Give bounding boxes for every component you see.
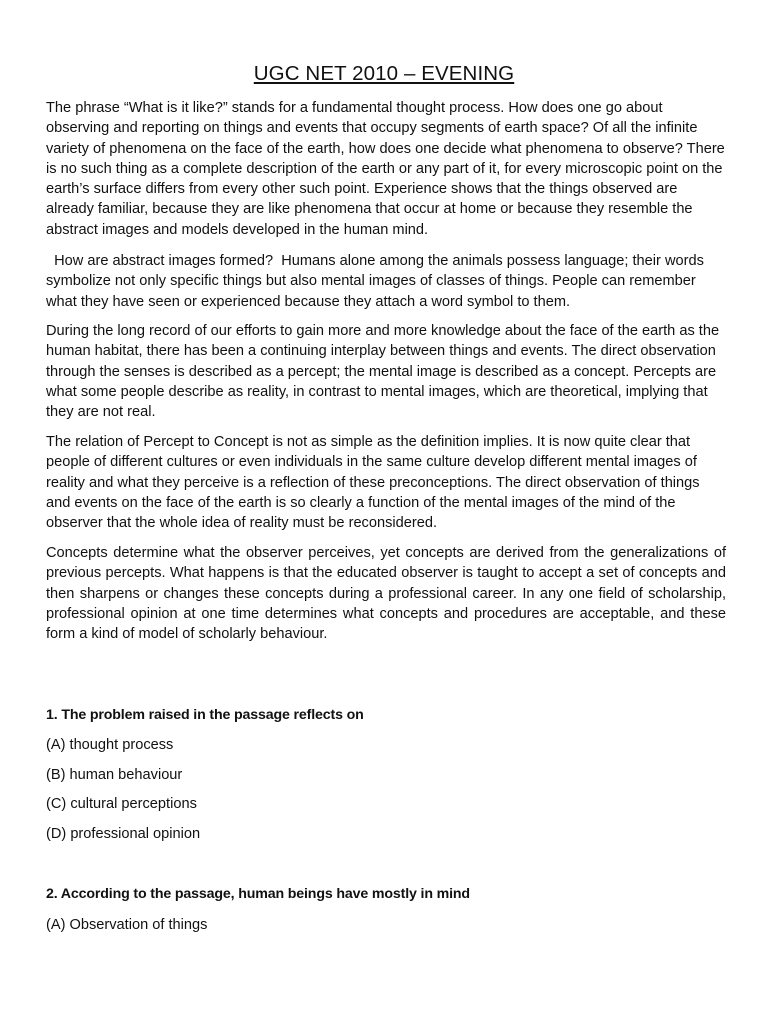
passage-paragraph-1: The phrase “What is it like?” stands for a fundamental thought process. How does one go about observing and reporting on things and events that occupy segments of earth space? Of all the infinite variety of phenomena on the face of the earth, how does one decide what phenomena to observe? There is no such thing as a complete description of the earth or any part of it, for every microscopic point on the earth’s surface differs from every other such point. Experience shows that the things observed are already familiar, because they are like phenomena that occur at home or because they resemble the abstract images and models developed in the human mind. [46, 100, 725, 238]
question-2-text: 2. According to the passage, human beings have mostly in mind [46, 886, 470, 902]
question-1-option-c: (C) cultural perceptions [46, 796, 197, 812]
passage-paragraph-2: How are abstract images formed? Humans alone among the animals possess language; their words symbolize not only specific things but also mental images of classes of things. People can remember what they have seen or experienced because they attach a word symbol to them. [46, 253, 708, 310]
question-2-option-a: (A) Observation of things [46, 917, 208, 933]
passage-paragraph-4: The relation of Percept to Concept is not as simple as the definition implies. It is now quite clear that people of different cultures or even individuals in the same culture develop different mental images of reality and what they perceive is a reflection of these preconceptions. The direct observation of things and events on the face of the earth is so clearly a function of the mental images of the mind of the observer that the whole idea of reality must be reconsidered. [46, 434, 700, 532]
document-title: UGC NET 2010 – EVENING [253, 62, 515, 85]
question-1-option-a: (A) thought process [46, 737, 174, 753]
question-1-option-d: (D) professional opinion [46, 826, 201, 842]
question-1-text: 1. The problem raised in the passage reflects on [46, 707, 364, 723]
question-1-option-b: (B) human behaviour [46, 767, 183, 783]
passage-paragraph-5: Concepts determine what the observer perceives, yet concepts are derived from the generalizations of previous percepts. What happens is that the educated observer is taught to accept a set of concepts and then sharpens or changes these concepts during a professional career. In any one field of scholarship, professional opinion at one time determines what concepts and procedures are acceptable, and these form a kind of model of scholarly behaviour. [46, 545, 726, 643]
passage-paragraph-3: During the long record of our efforts to gain more and more knowledge about the face of the earth as the human habitat, there has been a continuing interplay between things and events. The direct observation through the senses is described as a percept; the mental image is described as a concept. Percepts are what some people describe as reality, in contrast to mental images, which are theoretical, implying that they are not real. [46, 323, 720, 421]
